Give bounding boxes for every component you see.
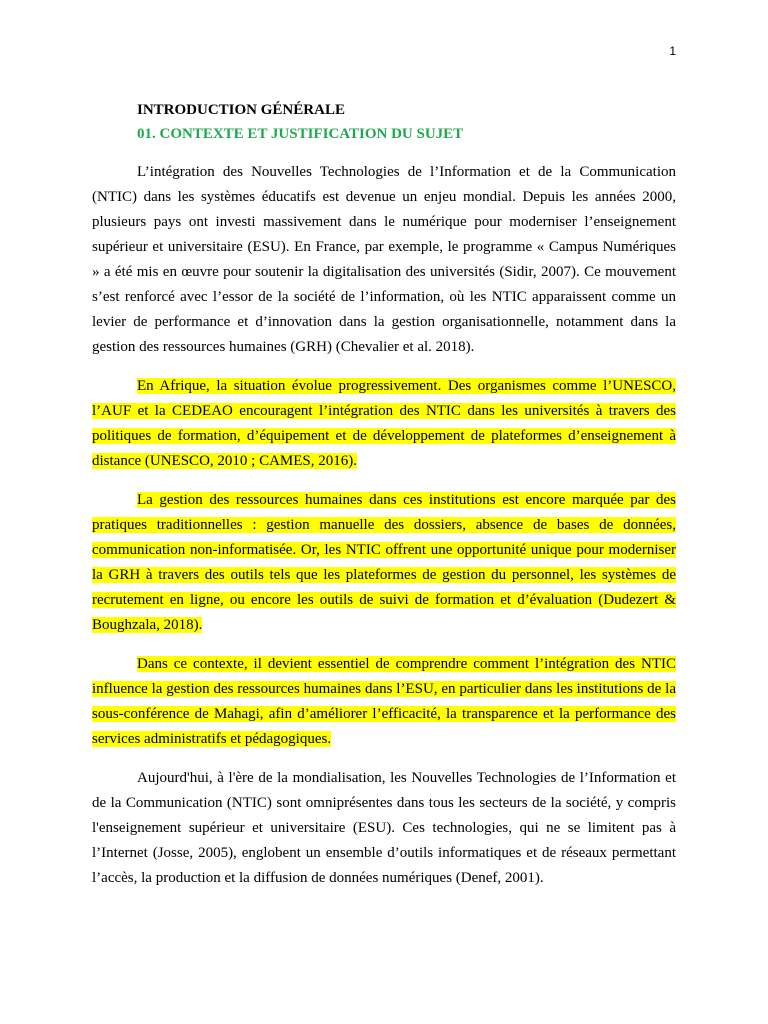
page-content: [92, 98, 676, 905]
page-number: 1: [669, 44, 676, 58]
paragraph-5: [92, 766, 676, 891]
paragraph-2-text: En Afrique, la situation évolue progressivement. Des organismes comme l’UNESCO, l’AUF et la CEDEAO encouragent l’intégration des NTIC dans les universités à travers des politiques de formation, d’équipement et de développement de plateformes d’enseignement à distance (UNESCO, 2010 ; CAMES, 2016).: [92, 378, 676, 469]
paragraph-5-text: Aujourd'hui, à l'ère de la mondialisation, les Nouvelles Technologies de l’Information et de la Communication (NTIC) sont omniprésentes dans tous les secteurs de la société, y compris l'enseignement supérieur et universitaire (ESU). Ces technologies, qui ne se limitent pas à l’Internet (Josse, 2005), englobent un ensemble d’outils informatiques et de réseaux permettant l’accès, la production et la diffusion de données numériques (Denef, 2001).: [92, 770, 676, 886]
paragraph-4-text: Dans ce contexte, il devient essentiel de comprendre comment l’intégration des NTIC influence la gestion des ressources humaines dans l’ESU, en particulier dans les institutions de la sous-conférence de Mahagi, afin d’améliorer l’efficacité, la transparence et la performance des services administratifs et pédagogiques.: [92, 656, 676, 747]
paragraph-1-text: L’intégration des Nouvelles Technologies de l’Information et de la Communication (NTIC) dans les systèmes éducatifs est devenue un enjeu mondial. Depuis les années 2000, plusieurs pays ont investi massivement dans le numérique pour moderniser l’enseignement supérieur et universitaire (ESU). En France, par exemple, le programme « Campus Numériques » a été mis en œuvre pour soutenir la digitalisation des universités (Sidir, 2007). Ce mouvement s’est renforcé avec l’essor de la société de l’information, où les NTIC apparaissent comme un levier de performance et d’innovation dans la gestion organisationnelle, notamment dans la gestion des ressources humaines (GRH) (Chevalier et al. 2018).: [92, 164, 676, 355]
paragraph-1: [92, 160, 676, 360]
paragraph-4: [92, 652, 676, 752]
section-subtitle: 01. CONTEXTE ET JUSTIFICATION DU SUJET: [137, 126, 464, 142]
section-title: INTRODUCTION GÉNÉRALE: [137, 102, 345, 118]
paragraph-2: [92, 374, 676, 474]
paragraph-3: [92, 488, 676, 638]
paragraph-3-text: La gestion des ressources humaines dans ces institutions est encore marquée par des pratiques traditionnelles : gestion manuelle des dossiers, absence de bases de données, communication non-informatisée. Or, les NTIC offrent une opportunité unique pour moderniser la GRH à travers des outils tels que les plateformes de gestion du personnel, les systèmes de recrutement en ligne, ou encore les outils de suivi de formation et d’évaluation (Dudezert & Boughzala, 2018).: [92, 492, 676, 633]
